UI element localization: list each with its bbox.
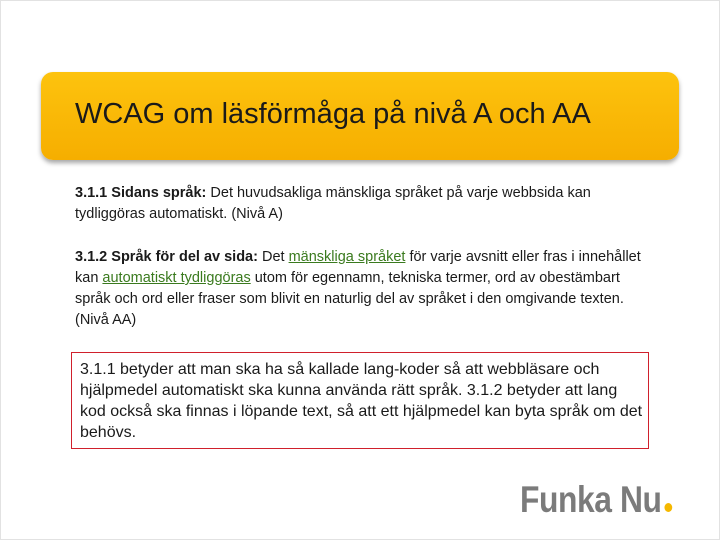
criterion-heading: 3.1.1 Sidans språk: <box>75 185 207 201</box>
link-human-language[interactable]: mänskliga språket <box>288 249 406 265</box>
note-box <box>71 352 649 449</box>
link-programmatically-determined[interactable]: automatiskt tydliggöras <box>102 270 251 286</box>
funka-nu-logo <box>520 479 672 521</box>
criterion-text: för varje avsnitt eller fras i innehållet kan <box>75 249 641 286</box>
slide-title: WCAG om läsförmåga på nivå A och AA <box>75 98 591 130</box>
logo-text: Funka Nu <box>520 479 662 520</box>
logo-dot-icon <box>664 503 672 512</box>
criterion-text: utom för egennamn, tekniska termer, ord av obestämbart språk och ord eller fraser som blivit en naturlig del av språket i den omgivande texten. (Nivå AA) <box>75 270 624 328</box>
criterion-text: Det huvudsakliga mänskliga språket på varje webbsida kan tydliggöras automatiskt. (Nivå A) <box>75 185 591 222</box>
note-text: 3.1.1 betyder att man ska ha så kallade lang-koder så att webbläsare och hjälpmedel automatiskt ska kunna använda rätt språk. 3.1.2 betyder att lang kod också ska finnas i löpande text, så att ett hjälpmedel kan byta språk om det behövs. <box>80 361 643 441</box>
criterion-heading: 3.1.2 Språk för del av sida: <box>75 249 258 265</box>
criterion-text: Det <box>257 249 289 265</box>
criterion-3-1-1 <box>75 183 659 225</box>
title-banner <box>41 72 679 160</box>
criterion-3-1-2 <box>75 247 659 331</box>
